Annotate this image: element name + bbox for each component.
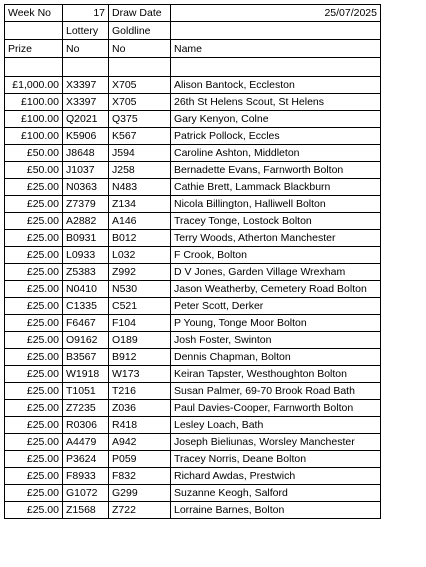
table-row — [5, 247, 381, 264]
header-row-week — [5, 5, 381, 22]
table-row — [5, 315, 381, 332]
prize-cell: £25.00 — [5, 417, 63, 434]
lottery-no-cell: C1335 — [63, 298, 109, 315]
lottery-no-cell: B0931 — [63, 230, 109, 247]
prize-header: Prize — [5, 40, 63, 58]
goldline-no-cell: A146 — [109, 213, 171, 230]
lottery-no-cell: L0933 — [63, 247, 109, 264]
prize-cell: £25.00 — [5, 179, 63, 196]
goldline-no-cell: N530 — [109, 281, 171, 298]
winner-name-cell: Lesley Loach, Bath — [171, 417, 381, 434]
draw-date-value: 25/07/2025 — [171, 5, 381, 22]
goldline-header-line2: No — [109, 40, 171, 58]
winner-name-cell: Jason Weatherby, Cemetery Road Bolton — [171, 281, 381, 298]
prize-cell: £25.00 — [5, 247, 63, 264]
goldline-header-line1: Goldline — [109, 22, 171, 40]
winner-name-cell: Josh Foster, Swinton — [171, 332, 381, 349]
lottery-no-cell: X3397 — [63, 94, 109, 111]
prize-cell: £100.00 — [5, 128, 63, 145]
table-row — [5, 383, 381, 400]
header-row-labels-top — [5, 22, 381, 40]
table-row — [5, 298, 381, 315]
lottery-no-cell: W1918 — [63, 366, 109, 383]
lottery-no-cell: N0410 — [63, 281, 109, 298]
lottery-no-cell: Z5383 — [63, 264, 109, 281]
goldline-no-cell: B912 — [109, 349, 171, 366]
table-row — [5, 128, 381, 145]
prize-cell: £25.00 — [5, 502, 63, 519]
table-row — [5, 145, 381, 162]
lottery-no-cell: N0363 — [63, 179, 109, 196]
table-row — [5, 94, 381, 111]
prize-cell: £25.00 — [5, 298, 63, 315]
header-row-labels-bottom — [5, 40, 381, 58]
table-row — [5, 417, 381, 434]
prize-cell: £25.00 — [5, 315, 63, 332]
winner-name-cell: Suzanne Keogh, Salford — [171, 485, 381, 502]
goldline-no-cell: Z992 — [109, 264, 171, 281]
winner-name-cell: Tracey Norris, Deane Bolton — [171, 451, 381, 468]
winner-name-cell: Lorraine Barnes, Bolton — [171, 502, 381, 519]
table-row — [5, 485, 381, 502]
goldline-no-cell: K567 — [109, 128, 171, 145]
table-row — [5, 264, 381, 281]
table-row — [5, 196, 381, 213]
goldline-no-cell: G299 — [109, 485, 171, 502]
prize-cell: £25.00 — [5, 196, 63, 213]
goldline-no-cell: X705 — [109, 94, 171, 111]
goldline-no-cell: Z134 — [109, 196, 171, 213]
lottery-no-cell: G1072 — [63, 485, 109, 502]
prize-cell: £25.00 — [5, 349, 63, 366]
winner-name-cell: Terry Woods, Atherton Manchester — [171, 230, 381, 247]
prize-cell: £100.00 — [5, 111, 63, 128]
goldline-no-cell: T216 — [109, 383, 171, 400]
lottery-no-cell: R0306 — [63, 417, 109, 434]
winner-name-cell: Richard Awdas, Prestwich — [171, 468, 381, 485]
blank-row — [5, 58, 381, 77]
prize-header-top — [5, 22, 63, 40]
lottery-no-cell: O9162 — [63, 332, 109, 349]
winner-name-cell: Caroline Ashton, Middleton — [171, 145, 381, 162]
winner-name-cell: Alison Bantock, Eccleston — [171, 77, 381, 94]
goldline-no-cell: J258 — [109, 162, 171, 179]
goldline-no-cell: P059 — [109, 451, 171, 468]
week-label: Week No — [5, 5, 63, 22]
goldline-no-cell: C521 — [109, 298, 171, 315]
name-header-top — [171, 22, 381, 40]
winner-name-cell: Cathie Brett, Lammack Blackburn — [171, 179, 381, 196]
prize-cell: £25.00 — [5, 468, 63, 485]
winner-name-cell: Keiran Tapster, Westhoughton Bolton — [171, 366, 381, 383]
winner-name-cell: Dennis Chapman, Bolton — [171, 349, 381, 366]
lottery-no-cell: Z7379 — [63, 196, 109, 213]
goldline-no-cell: Z722 — [109, 502, 171, 519]
lottery-no-cell: Z1568 — [63, 502, 109, 519]
winner-name-cell: Bernadette Evans, Farnworth Bolton — [171, 162, 381, 179]
prize-cell: £25.00 — [5, 400, 63, 417]
goldline-no-cell: B012 — [109, 230, 171, 247]
prize-cell: £25.00 — [5, 485, 63, 502]
table-row — [5, 468, 381, 485]
table-row — [5, 451, 381, 468]
prize-cell: £25.00 — [5, 264, 63, 281]
draw-date-label: Draw Date — [109, 5, 171, 22]
prize-cell: £25.00 — [5, 281, 63, 298]
table-row — [5, 213, 381, 230]
winner-name-cell: Nicola Billington, Halliwell Bolton — [171, 196, 381, 213]
blank-cell — [63, 58, 109, 77]
table-row — [5, 111, 381, 128]
prize-cell: £25.00 — [5, 383, 63, 400]
prize-cell: £25.00 — [5, 213, 63, 230]
goldline-no-cell: Z036 — [109, 400, 171, 417]
winner-name-cell: F Crook, Bolton — [171, 247, 381, 264]
lottery-no-cell: P3624 — [63, 451, 109, 468]
table-row — [5, 179, 381, 196]
name-header: Name — [171, 40, 381, 58]
winner-name-cell: Joseph Bieliunas, Worsley Manchester — [171, 434, 381, 451]
prize-cell: £25.00 — [5, 332, 63, 349]
table-row — [5, 230, 381, 247]
results-table — [4, 4, 381, 519]
lottery-no-cell: K5906 — [63, 128, 109, 145]
table-row — [5, 400, 381, 417]
prize-cell: £50.00 — [5, 162, 63, 179]
lottery-no-cell: T1051 — [63, 383, 109, 400]
goldline-no-cell: F104 — [109, 315, 171, 332]
prize-cell: £25.00 — [5, 434, 63, 451]
winner-name-cell: Tracey Tonge, Lostock Bolton — [171, 213, 381, 230]
winner-name-cell: Patrick Pollock, Eccles — [171, 128, 381, 145]
prize-cell: £25.00 — [5, 366, 63, 383]
lottery-no-cell: J1037 — [63, 162, 109, 179]
blank-cell — [5, 58, 63, 77]
lottery-header-line2: No — [63, 40, 109, 58]
winner-name-cell: Paul Davies-Cooper, Farnworth Bolton — [171, 400, 381, 417]
goldline-no-cell: X705 — [109, 77, 171, 94]
prize-cell: £50.00 — [5, 145, 63, 162]
winner-name-cell: 26th St Helens Scout, St Helens — [171, 94, 381, 111]
lottery-no-cell: Q2021 — [63, 111, 109, 128]
goldline-no-cell: Q375 — [109, 111, 171, 128]
lottery-no-cell: F6467 — [63, 315, 109, 332]
goldline-no-cell: J594 — [109, 145, 171, 162]
winner-name-cell: Peter Scott, Derker — [171, 298, 381, 315]
winner-name-cell: Gary Kenyon, Colne — [171, 111, 381, 128]
goldline-no-cell: N483 — [109, 179, 171, 196]
prize-cell: £100.00 — [5, 94, 63, 111]
prize-cell: £25.00 — [5, 230, 63, 247]
prize-cell: £25.00 — [5, 451, 63, 468]
winner-name-cell: Susan Palmer, 69-70 Brook Road Bath — [171, 383, 381, 400]
winner-name-cell: P Young, Tonge Moor Bolton — [171, 315, 381, 332]
table-row — [5, 502, 381, 519]
goldline-no-cell: R418 — [109, 417, 171, 434]
table-row — [5, 77, 381, 94]
goldline-no-cell: L032 — [109, 247, 171, 264]
blank-cell — [171, 58, 381, 77]
lottery-no-cell: X3397 — [63, 77, 109, 94]
goldline-no-cell: O189 — [109, 332, 171, 349]
week-value: 17 — [63, 5, 109, 22]
table-row — [5, 281, 381, 298]
blank-cell — [109, 58, 171, 77]
table-row — [5, 332, 381, 349]
winner-name-cell: D V Jones, Garden Village Wrexham — [171, 264, 381, 281]
lottery-no-cell: A2882 — [63, 213, 109, 230]
lottery-no-cell: F8933 — [63, 468, 109, 485]
goldline-no-cell: F832 — [109, 468, 171, 485]
lottery-no-cell: B3567 — [63, 349, 109, 366]
goldline-no-cell: A942 — [109, 434, 171, 451]
table-row — [5, 349, 381, 366]
table-row — [5, 366, 381, 383]
lottery-no-cell: Z7235 — [63, 400, 109, 417]
lottery-header-line1: Lottery — [63, 22, 109, 40]
goldline-no-cell: W173 — [109, 366, 171, 383]
table-row — [5, 162, 381, 179]
table-row — [5, 434, 381, 451]
prize-cell: £1,000.00 — [5, 77, 63, 94]
lottery-no-cell: A4479 — [63, 434, 109, 451]
lottery-no-cell: J8648 — [63, 145, 109, 162]
